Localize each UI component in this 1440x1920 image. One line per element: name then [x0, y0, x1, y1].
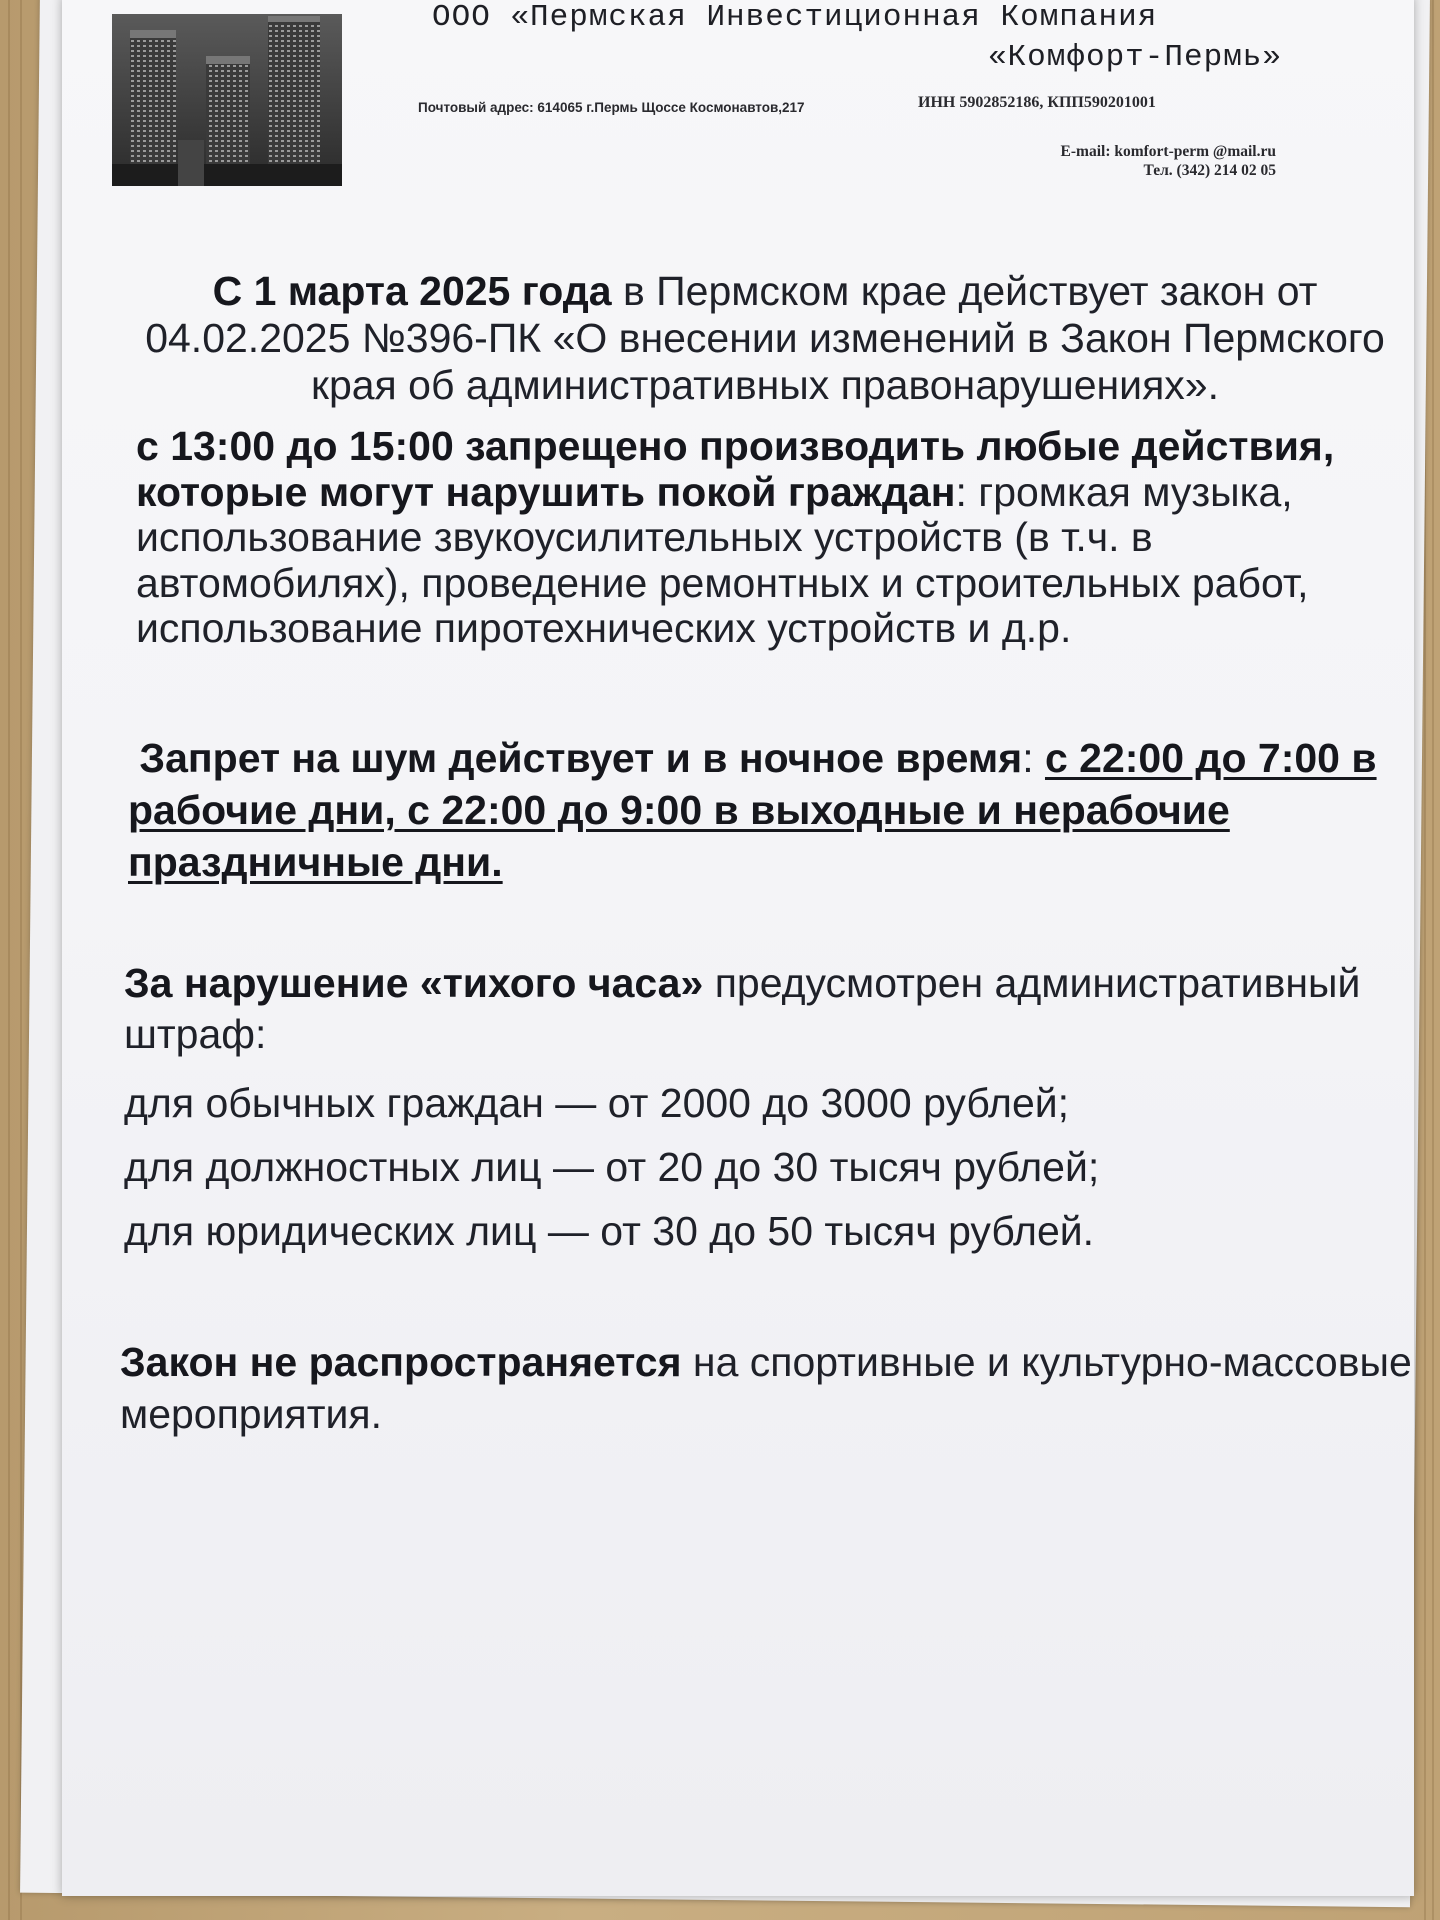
contacts-block — [902, 142, 1276, 180]
intro-date-bold: С 1 марта 2025 года — [212, 268, 612, 314]
apartment-towers-photo-icon — [112, 14, 342, 186]
night-ban-paragraph — [128, 732, 1408, 888]
notice-page — [62, 0, 1414, 1896]
company-name — [402, 0, 1282, 78]
daytime-ban-rest: : громкая музыка, использование звукоусилительных устройств (в т.ч. в автомобилях), проведение ремонтных и строительных работ, использование пиротехнических устройств и д.р. — [136, 468, 1309, 651]
fine-item-legal-entities: для юридических лиц — от 30 до 50 тысяч рублей. — [124, 1208, 1095, 1254]
intro-paragraph — [122, 268, 1390, 409]
company-name-line1: ООО «Пермская Инвестиционная Компания — [432, 0, 1158, 35]
inn-kpp: ИНН 5902852186, КПП590201001 — [918, 94, 1156, 111]
fines-heading-rest: предусмотрен административный штраф: — [124, 960, 1361, 1057]
night-ban-colon: : — [1022, 735, 1045, 781]
exemption-rest: на спортивные и культурно-массовые мероприятия. — [120, 1339, 1412, 1437]
exemption-bold: Закон не распространяется — [120, 1339, 682, 1385]
fines-heading — [124, 958, 1364, 1060]
night-ban-hours: с 22:00 до 7:00 в рабочие дни, с 22:00 до 9:00 в выходные и нерабочие праздничные дни. — [128, 735, 1377, 885]
exemption-paragraph — [120, 1336, 1420, 1440]
intro-rest: в Пермском крае действует закон от 04.02.2025 №396-ПК «О внесении изменений в Закон Пермского края об административных правонарушениях». — [145, 268, 1385, 408]
email-text: E-mail: komfort-perm @mail.ru — [1060, 143, 1276, 160]
daytime-ban-bold: с 13:00 до 15:00 запрещено производить любые действия, которые могут нарушить покой граждан — [136, 423, 1335, 515]
fine-item-officials: для должностных лиц — от 20 до 30 тысяч рублей; — [124, 1144, 1100, 1190]
company-name-line2: «Комфорт-Пермь» — [987, 40, 1282, 75]
daytime-ban-paragraph — [136, 424, 1406, 652]
fines-heading-bold: За нарушение «тихого часа» — [124, 960, 704, 1006]
phone-text: Тел. (342) 214 02 05 — [1143, 162, 1276, 179]
fine-item-citizens: для обычных граждан — от 2000 до 3000 рублей; — [124, 1080, 1070, 1126]
night-ban-bold: Запрет на шум действует и в ночное время — [139, 735, 1023, 781]
postal-address: Почтовый адрес: 614065 г.Пермь Щоссе Космонавтов,217 — [418, 100, 805, 115]
